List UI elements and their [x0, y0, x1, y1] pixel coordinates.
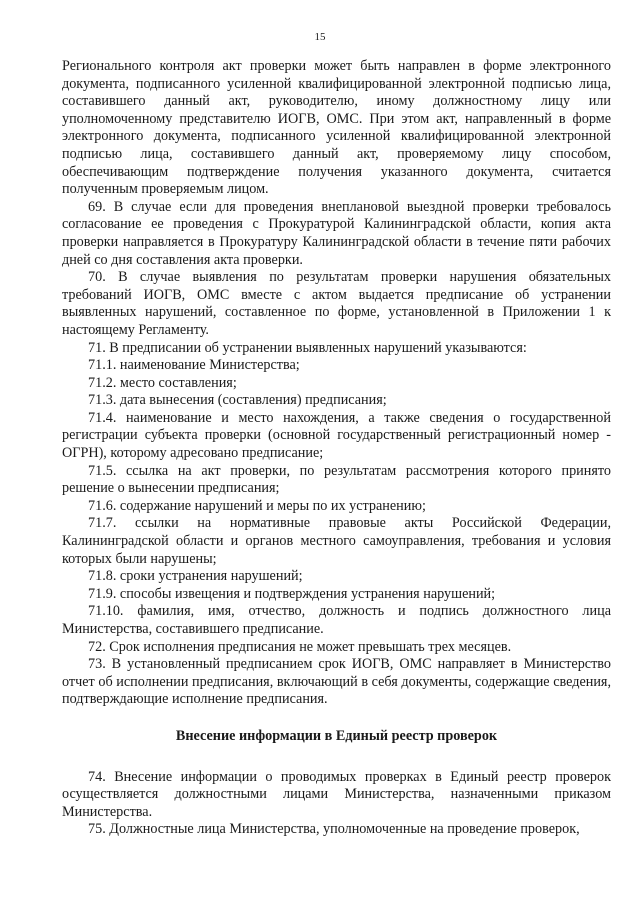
- paragraph-69: 69. В случае если для проведения внеплановой выездной проверки требовалось согласование ее проведения с Прокуратурой Калининградской области, копия акта проверки направляется в Прокуратуру Калининградской области в течение пяти рабочих дней со дня составления акта проверки.: [62, 198, 611, 268]
- paragraph-72: 72. Срок исполнения предписания не может превышать трех месяцев.: [88, 638, 512, 655]
- paragraph-71-4: 71.4. наименование и место нахождения, а также сведения о государственной регистрации субъекта проверки (основной государственный регистрационный номер - ОГРН), которому адресовано предписание;: [62, 409, 611, 462]
- paragraph-71-1: 71.1. наименование Министерства;: [88, 357, 300, 374]
- paragraph-71-6: 71.6. содержание нарушений и меры по их устранению;: [88, 497, 426, 514]
- paragraph-71-8: 71.8. сроки устранения нарушений;: [88, 568, 303, 585]
- paragraph-71: 71. В предписании об устранении выявленных нарушений указываются:: [88, 339, 527, 356]
- paragraph-75: 75. Должностные лица Министерства, уполномоченные на проведение проверок,: [88, 821, 580, 838]
- paragraph-74: 74. Внесение информации о проводимых проверках в Единый реестр проверок осуществляется должностными лицами Министерства, назначенными приказом Министерства.: [62, 768, 611, 820]
- paragraph-70: 70. В случае выявления по результатам проверки нарушения обязательных требований ИОГВ, ОМС вместе с актом выдается предписание об устранении выявленных нарушений, составленное по форме, установленной в Приложении 1 к настоящему Регламенту.: [62, 269, 611, 338]
- section-heading: Внесение информации в Единый реестр проверок: [175, 727, 498, 744]
- paragraph-71-7: 71.7. ссылки на нормативные правовые акты Российской Федерации, Калининградской области и органов местного самоуправления, требования и условия которых были нарушены;: [62, 515, 611, 567]
- paragraph-71-5: 71.5. ссылка на акт проверки, по результатам рассмотрения которого принято решение о вынесении предписания;: [62, 462, 611, 497]
- paragraph-71-9: 71.9. способы извещения и подтверждения устранения нарушений;: [88, 585, 496, 602]
- paragraph-continuation: Регионального контроля акт проверки может быть направлен в форме электронного документа, подписанного усиленной квалифицированной электронной подписью лица, составившего данный акт, руководителю, иному должностному лицу или уполномоченному представителю ИОГВ, ОМС. При этом акт, направленный в форме электронного документа, подписанного усиленной квалифицированной электронной подписью лица, составившего данный акт, проверяемому лицу способом, обеспечивающим подтверждение получения указанного документа, считается полученным проверяемым лицом.: [62, 58, 611, 198]
- page-number: 15: [314, 31, 326, 43]
- paragraph-71-10: 71.10. фамилия, имя, отчество, должность и подпись должностного лица Министерства, составившего предписание.: [62, 603, 611, 637]
- paragraph-71-3: 71.3. дата вынесения (составления) предписания;: [88, 392, 387, 409]
- document-body: [62, 58, 611, 839]
- paragraph-71-2: 71.2. место составления;: [88, 374, 237, 391]
- paragraph-73: 73. В установленный предписанием срок ИОГВ, ОМС направляет в Министерство отчет об исполнении предписания, включающий в себя документы, содержащие сведения, подтверждающие исполнение предписания.: [62, 656, 611, 708]
